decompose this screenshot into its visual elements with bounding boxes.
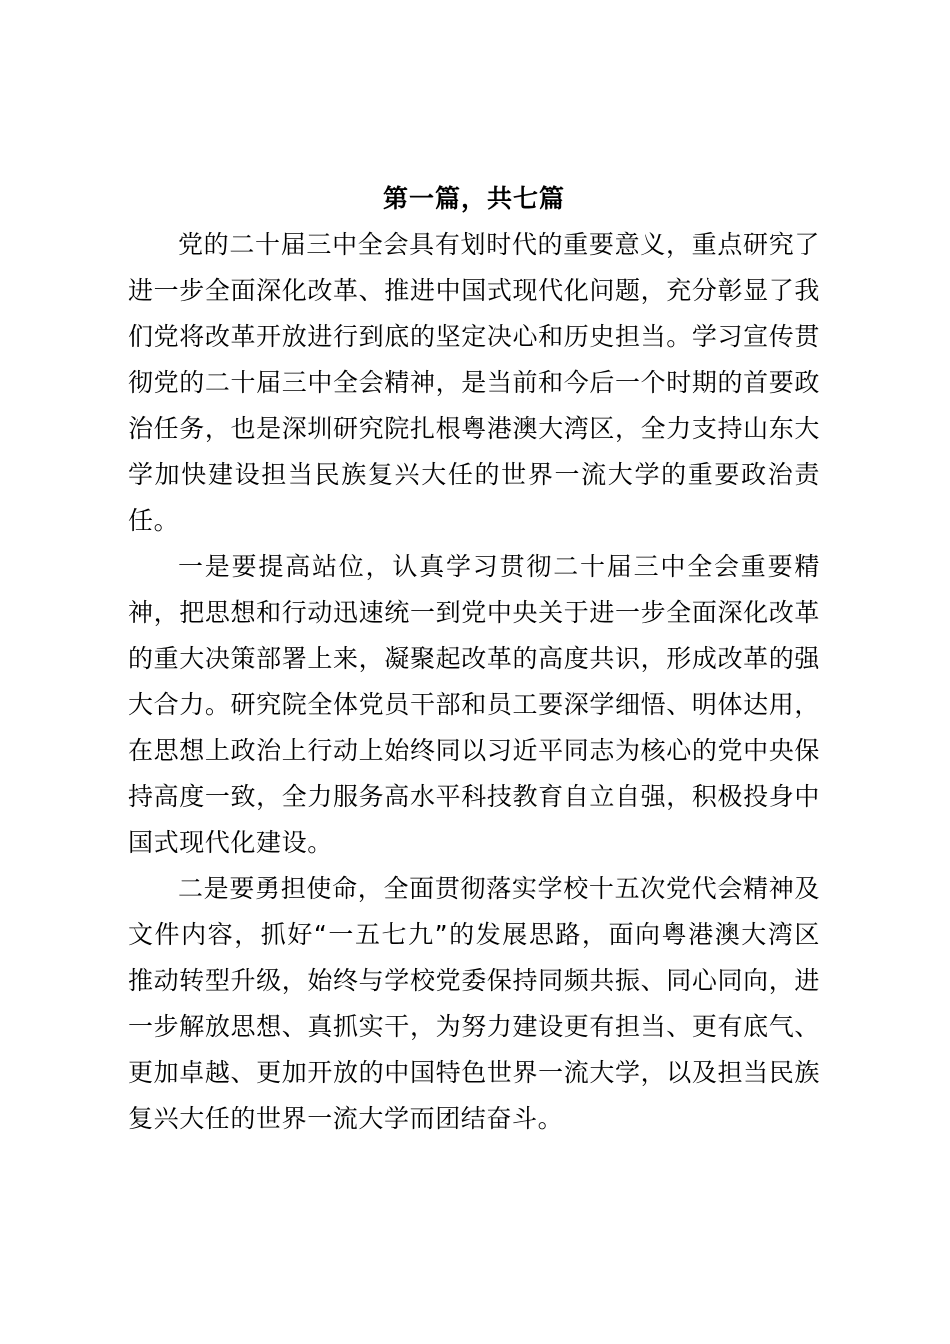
paragraph-second-point: 二是要勇担使命，全面贯彻落实学校十五次党代会精神及文件内容，抓好“一五七九”的发展思路，面向粤港澳大湾区推动转型升级，始终与学校党委保持同频共振、同心同向，进一步解放思想、真抓实干，为努力建设更有担当、更有底气、更加卓越、更加开放的中国特色世界一流大学，以及担当民族复兴大任的世界一流大学而团结奋斗。 [128,874,820,1133]
document-body [128,176,820,1142]
document-title: 第一篇，共七篇 [382,184,565,213]
paragraph-first-point: 一是要提高站位，认真学习贯彻二十届三中全会重要精神，把思想和行动迅速统一到党中央关于进一步全面深化改革的重大决策部署上来，凝聚起改革的高度共识，形成改革的强大合力。研究院全体党员干部和员工要深学细悟、明体达用，在思想上政治上行动上始终同以习近平同志为核心的党中央保持高度一致，全力服务高水平科技教育自立自强，积极投身中国式现代化建设。 [128,552,820,857]
paragraph-intro: 党的二十届三中全会具有划时代的重要意义，重点研究了进一步全面深化改革、推进中国式现代化问题，充分彰显了我们党将改革开放进行到底的坚定决心和历史担当。学习宣传贯彻党的二十届三中全会精神，是当前和今后一个时期的首要政治任务，也是深圳研究院扎根粤港澳大湾区，全力支持山东大学加快建设担当民族复兴大任的世界一流大学的重要政治责任。 [128,230,820,535]
